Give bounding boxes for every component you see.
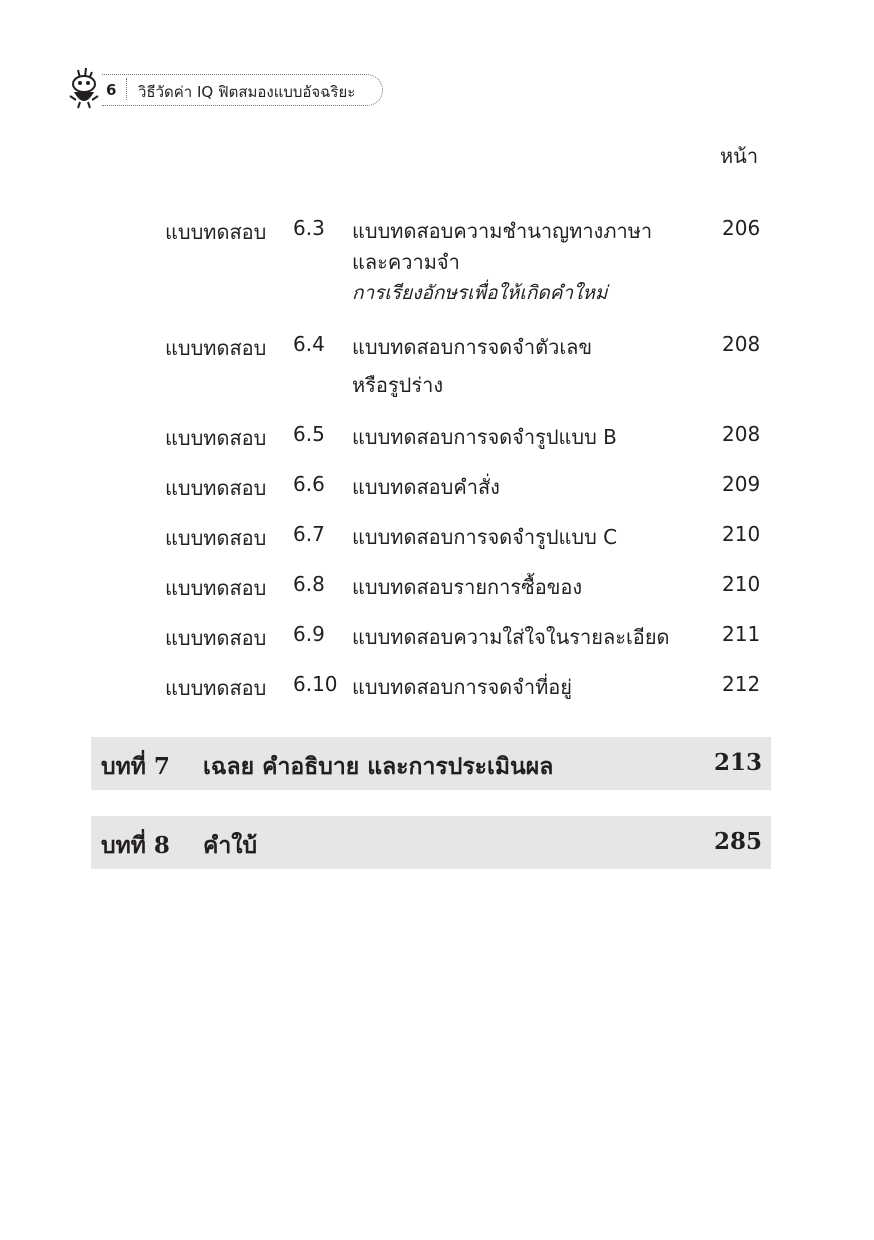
entry-page: 209	[722, 472, 761, 496]
chapter-title: คำใบ้	[203, 832, 258, 859]
entry-title	[352, 332, 592, 401]
entry-label: แบบทดสอบ	[165, 336, 267, 360]
chapter-8-row[interactable]	[91, 816, 771, 869]
entry-label: แบบทดสอบ	[165, 576, 267, 600]
entry-number: 6.5	[293, 422, 325, 446]
entry-title: แบบทดสอบความใส่ใจในรายละเอียด	[352, 625, 670, 649]
header-divider	[126, 78, 127, 100]
entry-label: แบบทดสอบ	[165, 476, 267, 500]
entry-title	[352, 216, 652, 309]
entry-title-line1: แบบทดสอบความชำนาญทางภาษา	[352, 219, 653, 243]
entry-label: แบบทดสอบ	[165, 526, 267, 550]
entry-number: 6.3	[293, 216, 325, 240]
entry-title: แบบทดสอบรายการซื้อของ	[352, 575, 583, 599]
entry-number: 6.7	[293, 522, 325, 546]
entry-title: แบบทดสอบคำสั่ง	[352, 475, 500, 499]
chapter-title: เฉลย คำอธิบาย และการประเมินผล	[203, 753, 554, 780]
entry-page: 208	[722, 332, 761, 356]
entry-title-line1: แบบทดสอบการจดจำตัวเลข	[352, 335, 593, 359]
entry-page: 210	[722, 572, 761, 596]
chapter-7-row[interactable]	[91, 737, 771, 790]
entry-number: 6.8	[293, 572, 325, 596]
entry-label: แบบทดสอบ	[165, 676, 267, 700]
entry-title: แบบทดสอบการจดจำที่อยู่	[352, 675, 573, 699]
entry-title: แบบทดสอบการจดจำรูปแบบ C	[352, 525, 618, 549]
chapter-label: บทที่ 8	[101, 832, 170, 859]
cartoon-mascot-icon	[62, 66, 106, 112]
chapter-label: บทที่ 7	[101, 753, 170, 780]
entry-number: 6.6	[293, 472, 325, 496]
entry-page: 210	[722, 522, 761, 546]
entry-title: แบบทดสอบการจดจำรูปแบบ B	[352, 425, 617, 449]
chapter-page: 285	[713, 828, 762, 855]
entry-page: 211	[722, 622, 761, 646]
entry-number: 6.9	[293, 622, 325, 646]
entry-title-line2: และความจำ	[352, 250, 460, 274]
entry-label: แบบทดสอบ	[165, 220, 267, 244]
chapter-page: 213	[713, 749, 762, 776]
entry-subtitle: การเรียงอักษรเพื่อให้เกิดคำใหม่	[352, 282, 608, 304]
page-number: 6	[106, 81, 117, 99]
book-title: วิธีวัดค่า IQ ฟิตสมองแบบอัจฉริยะ	[138, 83, 356, 101]
entry-page: 208	[722, 422, 761, 446]
entry-label: แบบทดสอบ	[165, 626, 267, 650]
entry-page: 212	[722, 672, 761, 696]
entry-number: 6.10	[293, 672, 338, 696]
running-header	[62, 66, 384, 112]
entry-page: 206	[722, 216, 761, 240]
entry-number: 6.4	[293, 332, 325, 356]
entry-title-line2: หรือรูปร่าง	[352, 373, 444, 397]
entry-label: แบบทดสอบ	[165, 426, 267, 450]
page-column-heading: หน้า	[720, 144, 759, 168]
